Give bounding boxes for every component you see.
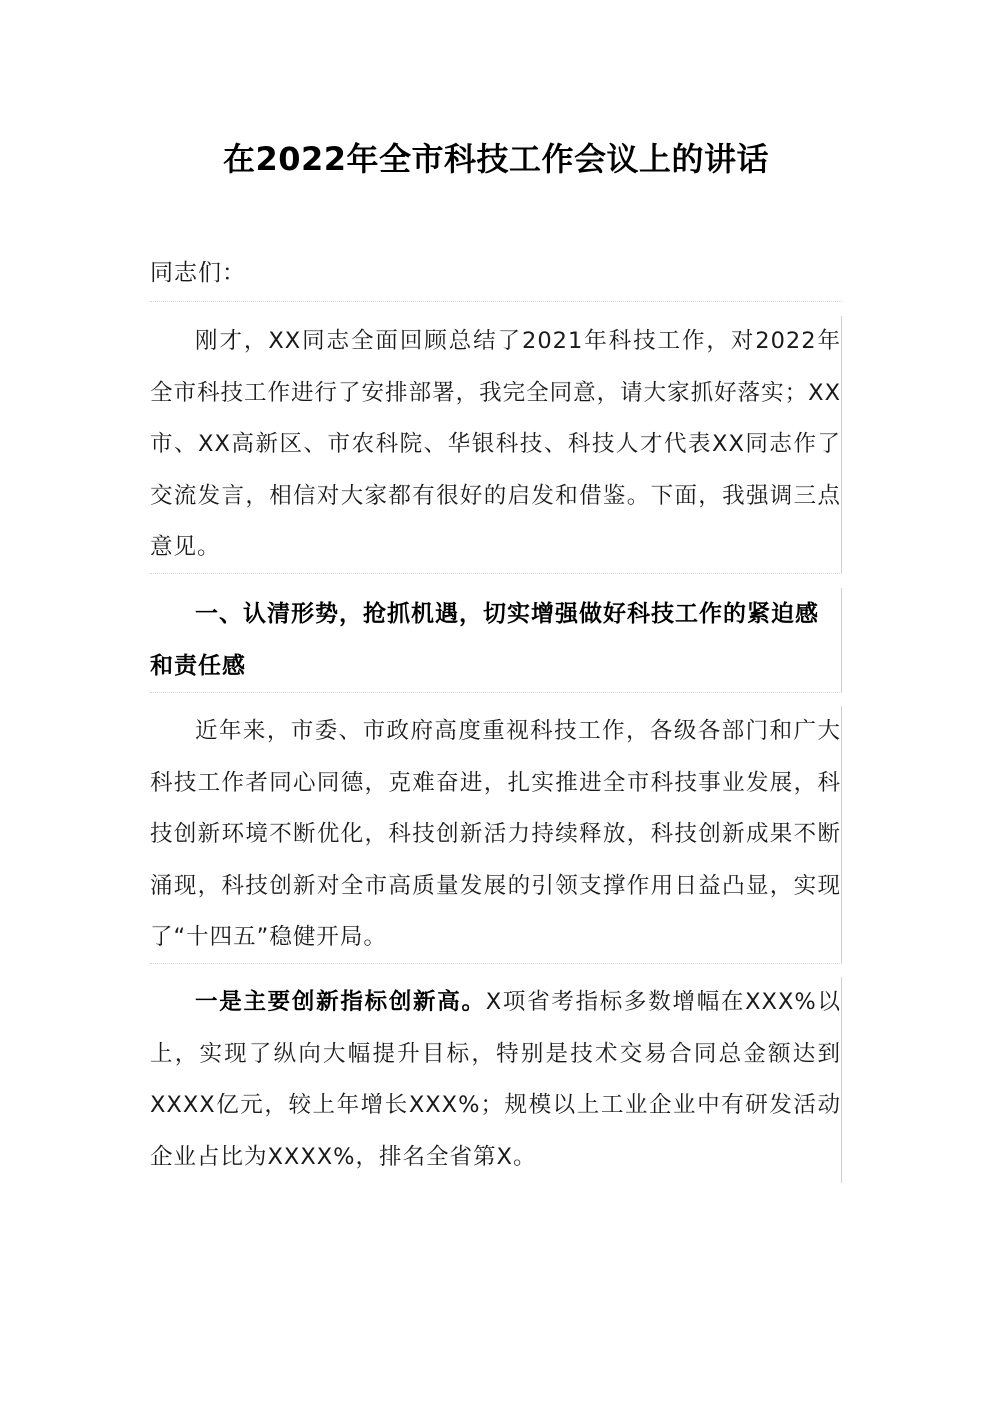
document-title: 在2022年全市科技工作会议上的讲话 (222, 140, 770, 178)
salutation: 同志们： (150, 260, 246, 286)
paragraph-separator (150, 963, 842, 964)
paragraph-block-1 (150, 316, 842, 574)
body-paragraph-3 (150, 977, 842, 1183)
paragraph-body-text: X项省考指标多数增幅在XXX%以上，实现了纵向大幅提升目标，特别是技术交易合同总金额达到XXXX亿元，较上年增长XXX%；规模以上工业企业中有研发活动企业占比为XXXX%，排名全省第X。 (150, 989, 841, 1170)
paragraph-separator (150, 301, 842, 302)
paragraph-block-3 (150, 977, 842, 1183)
paragraph-separator (150, 692, 842, 693)
paragraph-lead-text: 一是主要创新指标创新高。 (195, 989, 486, 1015)
intro-paragraph: 刚才，XX同志全面回顾总结了2021年科技工作，对2022年全市科技工作进行了安排部署，我完全同意，请大家抓好落实；XX市、XX高新区、市农科院、华银科技、科技人才代表XX同志作了交流发言，相信对大家都有很好的启发和借鉴。下面，我强调三点意见。 (150, 316, 842, 574)
body-paragraph-2: 近年来，市委、市政府高度重视科技工作，各级各部门和广大科技工作者同心同德，克难奋进，扎实推进全市科技事业发展，科技创新环境不断优化，科技创新活力持续释放，科技创新成果不断涌现，科技创新对全市高质量发展的引领支撑作用日益凸显，实现了“十四五”稳健开局。 (150, 706, 842, 964)
paragraph-separator (150, 573, 842, 574)
heading-block-1 (150, 588, 842, 692)
salutation-block (150, 250, 842, 296)
paragraph-block-2 (150, 706, 842, 964)
section-heading-1: 一、认清形势，抢抓机遇，切实增强做好科技工作的紧迫感和责任感 (150, 588, 842, 692)
